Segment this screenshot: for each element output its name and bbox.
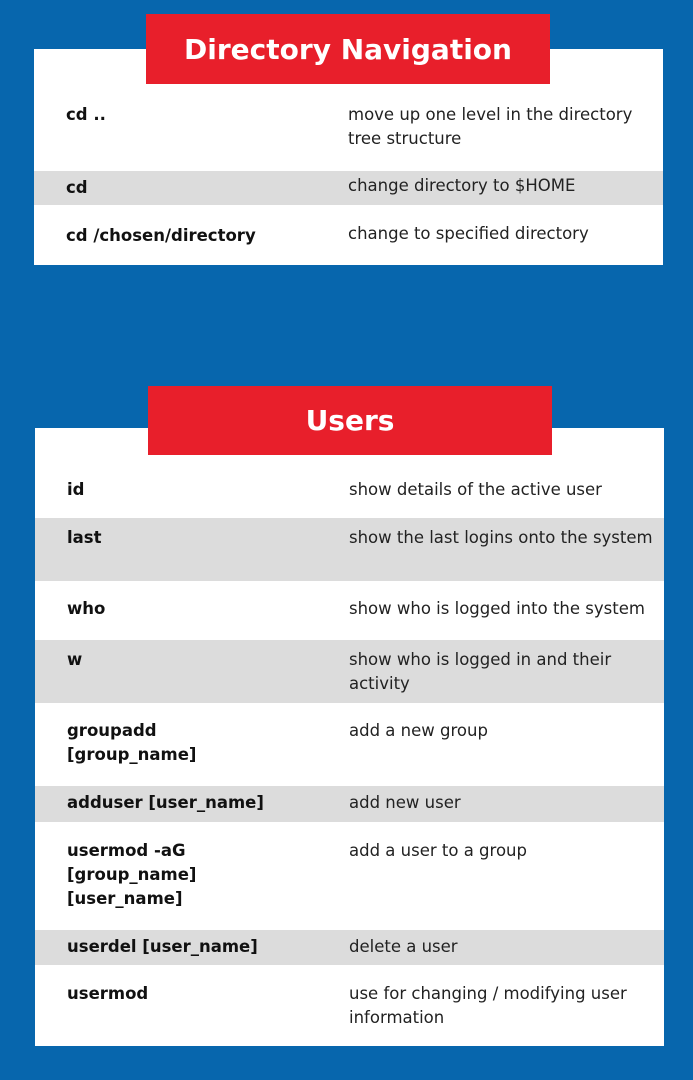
table-row <box>35 930 664 965</box>
table-row <box>35 786 664 822</box>
description-cell: delete a user <box>349 937 458 956</box>
command-cell: w <box>67 650 83 669</box>
command-cell: adduser [user_name] <box>67 793 264 812</box>
command-cell: last <box>67 528 102 547</box>
section-title-directory-navigation: Directory Navigation <box>146 14 550 84</box>
description-cell: add new user <box>349 793 461 812</box>
table-row <box>35 965 664 1045</box>
table-row <box>35 518 664 581</box>
users-table <box>35 455 664 1045</box>
command-cell: usermod <box>67 984 149 1003</box>
table-row <box>34 205 663 265</box>
directory-navigation-table <box>34 95 663 265</box>
section-title-users: Users <box>148 386 552 455</box>
command-cell: cd .. <box>66 105 106 124</box>
table-row <box>34 95 663 171</box>
table-row <box>35 581 664 640</box>
description-cell: add a user to a group <box>349 841 527 860</box>
table-row <box>35 822 664 930</box>
command-cell: userdel [user_name] <box>67 937 258 956</box>
table-row <box>35 703 664 786</box>
command-cell: who <box>67 599 106 618</box>
command-cell: usermod -aG [group_name] [user_name] <box>67 841 197 908</box>
description-cell: change directory to $HOME <box>348 176 576 195</box>
command-cell: id <box>67 480 85 499</box>
table-row <box>35 640 664 703</box>
table-row <box>35 455 664 518</box>
description-cell: add a new group <box>349 721 488 740</box>
description-cell: show the last logins onto the system <box>349 528 653 547</box>
command-cell: cd <box>66 178 88 197</box>
description-cell: use for changing / modifying user information <box>349 984 627 1027</box>
command-cell: groupadd [group_name] <box>67 721 197 764</box>
description-cell: show who is logged into the system <box>349 599 645 618</box>
description-cell: show who is logged in and their activity <box>349 650 612 693</box>
description-cell: move up one level in the directory tree structure <box>348 105 633 148</box>
command-cell: cd /chosen/directory <box>66 226 256 245</box>
description-cell: change to specified directory <box>348 224 589 243</box>
description-cell: show details of the active user <box>349 480 602 499</box>
users-card <box>35 428 664 1046</box>
table-row <box>34 171 663 205</box>
